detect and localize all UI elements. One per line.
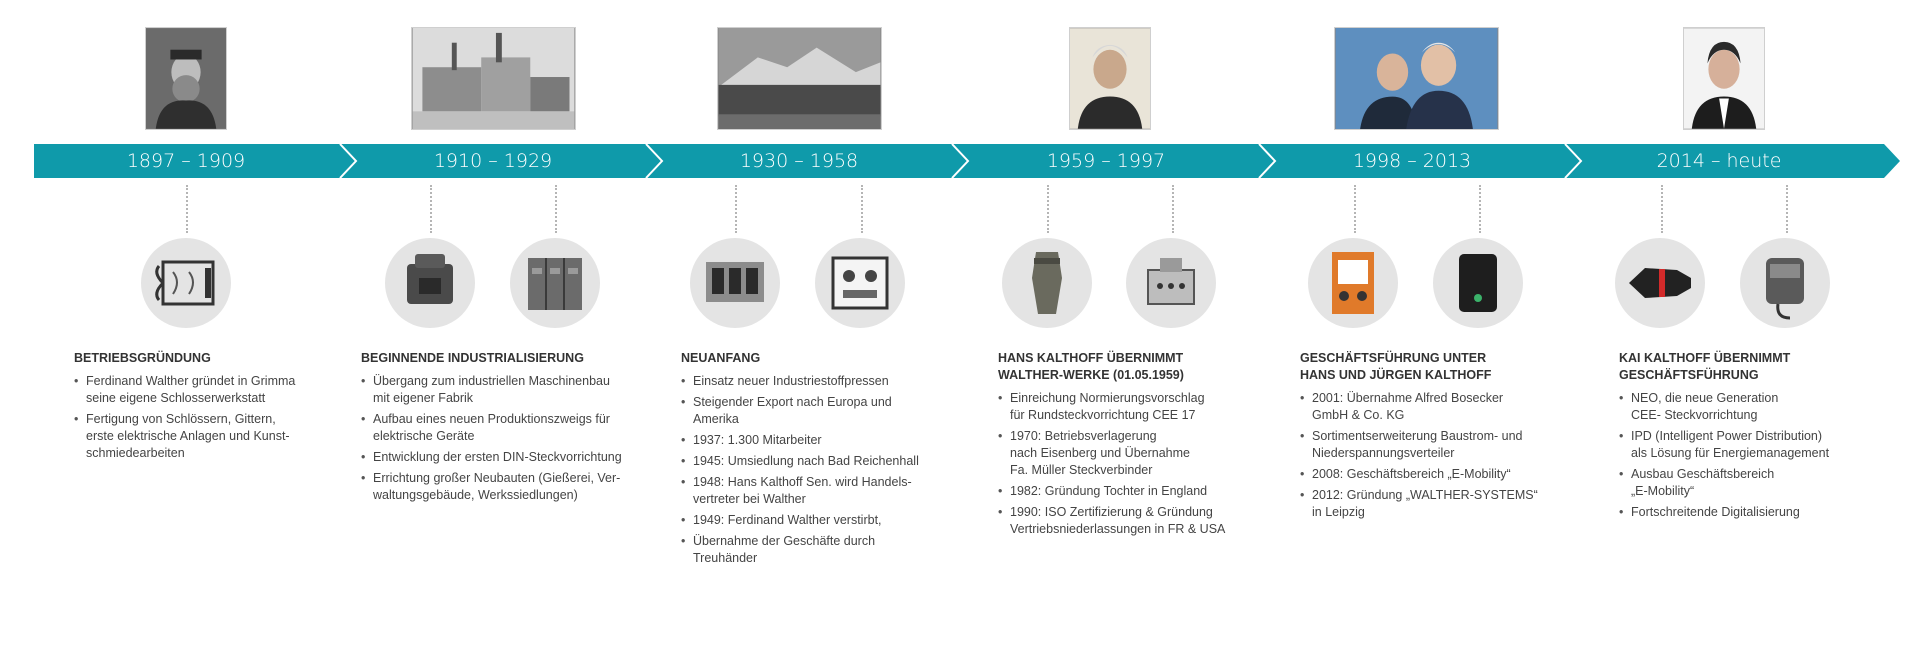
period-year-label: 1897 – 1909 [126, 150, 246, 172]
photo-1930 [717, 27, 882, 130]
list-item: • 1945: Umsiedlung nach Bad Reichenhall [693, 453, 951, 470]
list-item: • Entwicklung der ersten DIN-Steckvorrichtung [373, 449, 641, 466]
period-list [1619, 390, 1889, 521]
fuse-panel-icon [690, 238, 780, 328]
photo-1910 [411, 27, 576, 130]
product-circle [141, 238, 231, 328]
list-item: • 1949: Ferdinand Walther verstirbt, [693, 512, 951, 529]
period-list [681, 373, 951, 567]
photo-1959 [1069, 27, 1151, 130]
list-item: • NEO, die neue Generation CEE- Steckvorrichtung [1631, 390, 1889, 424]
period-year-label: 1930 – 1958 [739, 150, 859, 172]
product-circle [1308, 238, 1398, 328]
product-circle [1002, 238, 1092, 328]
dotted-connector [1354, 185, 1356, 233]
period-section [1619, 350, 1889, 525]
period-heading: KAI KALTHOFF ÜBERNIMMT GESCHÄFTSFÜHRUNG [1619, 351, 1791, 382]
product-circle [385, 238, 475, 328]
period-heading: BETRIEBSGRÜNDUNG [74, 351, 211, 365]
list-item: • 2008: Geschäftsbereich „E-Mobility“ [1312, 466, 1570, 483]
dotted-connector [1172, 185, 1174, 233]
period-list [361, 373, 641, 504]
dotted-connector [1047, 185, 1049, 233]
product-circle [815, 238, 905, 328]
list-item: • 1982: Gründung Tochter in England [1010, 483, 1268, 500]
mountain-factory-photo-icon [718, 28, 881, 129]
dotted-connector [1479, 185, 1481, 233]
period-heading: NEUANFANG [681, 351, 761, 365]
distribution-box-icon [815, 238, 905, 328]
list-item: • Einreichung Normierungsvorschlag für Rundsteckvorrichtung CEE 17 [1010, 390, 1268, 424]
product-circle [1126, 238, 1216, 328]
dotted-connector [1661, 185, 1663, 233]
product-circle [690, 238, 780, 328]
list-item: • IPD (Intelligent Power Distribution) als Lösung für Energiemanagement [1631, 428, 1889, 462]
cee-plug-icon [1002, 238, 1092, 328]
product-circle [1615, 238, 1705, 328]
list-item: • Einsatz neuer Industriestoffpressen [693, 373, 951, 390]
list-item: • Errichtung großer Neubauten (Gießerei, Ver- waltungsgebäude, Werkssiedlungen) [373, 470, 641, 504]
iron-gate-ornament-icon [141, 238, 231, 328]
list-item: • Sortimentserweiterung Baustrom- und Niederspannungsverteiler [1312, 428, 1570, 462]
product-circle [1740, 238, 1830, 328]
product-circle [1433, 238, 1523, 328]
period-list [74, 373, 314, 462]
dotted-connector [186, 185, 188, 233]
period-section [681, 350, 951, 571]
list-item: • Übernahme der Geschäfte durch Treuhänder [693, 533, 951, 567]
heavy-connector-icon [1126, 238, 1216, 328]
period-year-label: 1959 – 1997 [1046, 150, 1166, 172]
portrait-photo-icon [1070, 28, 1150, 129]
period-section [1300, 350, 1570, 525]
period-heading: GESCHÄFTSFÜHRUNG UNTER HANS UND JÜRGEN KALTHOFF [1300, 351, 1492, 382]
list-item: • Aufbau eines neuen Produktionszweigs für elektrische Geräte [373, 411, 641, 445]
period-heading: BEGINNENDE INDUSTRIALISIERUNG [361, 351, 584, 365]
list-item: • Ferdinand Walther gründet in Grimma seine eigene Schlosserwerkstatt [86, 373, 314, 407]
dotted-connector [555, 185, 557, 233]
period-year-label: 1910 – 1929 [433, 150, 553, 172]
list-item: • 1937: 1.300 Mitarbeiter [693, 432, 951, 449]
list-item: • 1970: Betriebsverlagerung nach Eisenberg und Übernahme Fa. Müller Steckverbinder [1010, 428, 1268, 479]
dotted-connector [735, 185, 737, 233]
photo-2014 [1683, 27, 1765, 130]
period-heading: HANS KALTHOFF ÜBERNIMMT WALTHER-WERKE (01.05.1959) [998, 351, 1184, 382]
two-portraits-photo-icon [1335, 28, 1498, 129]
wallbox-charger-icon [1433, 238, 1523, 328]
list-item: • Ausbau Geschäftsbereich „E-Mobility“ [1631, 466, 1889, 500]
period-year-label: 2014 – heute [1656, 150, 1782, 172]
list-item: • 1948: Hans Kalthoff Sen. wird Handels- vertreter bei Walther [693, 474, 951, 508]
cee-plug-red-icon [1615, 238, 1705, 328]
period-list [1300, 390, 1570, 521]
dotted-connector [430, 185, 432, 233]
switch-cabinet-icon [510, 238, 600, 328]
portrait-photo-icon [1684, 28, 1764, 129]
photo-1897 [145, 27, 227, 130]
period-section [998, 350, 1268, 542]
list-item: • 2012: Gründung „WALTHER-SYSTEMS“ in Leipzig [1312, 487, 1570, 521]
period-list [998, 390, 1268, 538]
period-section [361, 350, 641, 508]
dotted-connector [861, 185, 863, 233]
factory-engraving-icon [412, 28, 575, 129]
period-year-label: 1998 – 2013 [1352, 150, 1472, 172]
construction-power-distributor-icon [1308, 238, 1398, 328]
dotted-connector [1786, 185, 1788, 233]
list-item: • 2001: Übernahme Alfred Bosecker GmbH & Co. KG [1312, 390, 1570, 424]
cast-socket-icon [385, 238, 475, 328]
portrait-photo-icon [146, 28, 226, 129]
list-item: • Fertigung von Schlössern, Gittern, erste elektrische Anlagen und Kunst- schmiedearbeiten [86, 411, 314, 462]
list-item: • 1990: ISO Zertifizierung & Gründung Vertriebsniederlassungen in FR & USA [1010, 504, 1268, 538]
period-section [74, 350, 314, 466]
ev-wallbox-icon [1740, 238, 1830, 328]
photo-1998 [1334, 27, 1499, 130]
list-item: • Übergang zum industriellen Maschinenbau mit eigener Fabrik [373, 373, 641, 407]
list-item: • Steigender Export nach Europa und Amerika [693, 394, 951, 428]
product-circle [510, 238, 600, 328]
list-item: • Fortschreitende Digitalisierung [1631, 504, 1889, 521]
